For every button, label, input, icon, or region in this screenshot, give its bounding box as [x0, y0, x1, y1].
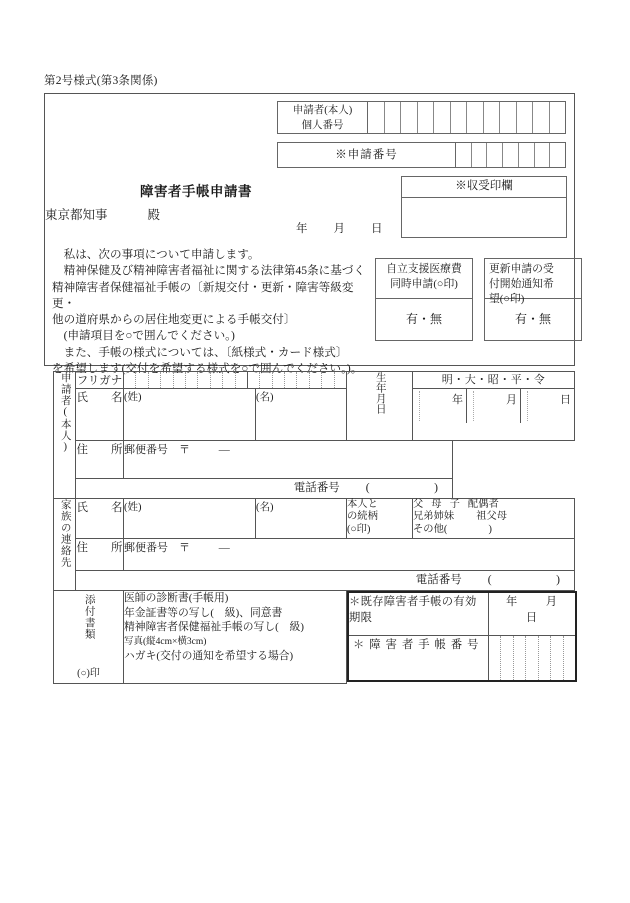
- medical-subsidy-option-box: [375, 258, 473, 341]
- body-line-4: 他の道府県からの居住地変更による手帳交付〕: [52, 313, 296, 327]
- my-number-label-line1: 申請者(本人): [292, 105, 353, 116]
- my-number-cell-2[interactable]: [385, 102, 402, 133]
- book-number-cell-2[interactable]: [501, 636, 514, 680]
- renewal-notice-choice[interactable]: 有・無: [514, 312, 551, 326]
- relationship-label-line3: (○印): [347, 523, 371, 535]
- my-number-cell-10[interactable]: [517, 102, 534, 133]
- applicant-tel-parens: ( ): [365, 482, 452, 494]
- application-number-cell-1[interactable]: [456, 143, 472, 167]
- my-number-cell-11[interactable]: [533, 102, 550, 133]
- expiry-year-label: 年: [505, 596, 518, 608]
- relation-sibling[interactable]: 兄弟姉妹: [413, 511, 455, 523]
- my-number-cell-5[interactable]: [434, 102, 451, 133]
- furigana-cell-2[interactable]: [136, 372, 148, 388]
- attachments-list[interactable]: [124, 591, 347, 684]
- birthdate-label: [347, 372, 413, 441]
- postal-code-label: 郵便番号 〒: [124, 444, 190, 456]
- addressee-name: 東京都知事: [45, 208, 108, 222]
- furigana-cell-17[interactable]: [322, 372, 334, 388]
- family-postal-dash: —: [218, 542, 230, 554]
- furigana-cell-5[interactable]: [174, 372, 186, 388]
- relation-child[interactable]: 子: [449, 499, 460, 510]
- book-number-cell-3[interactable]: [514, 636, 527, 680]
- body-line-5: (申請項目を○で囲んでください。): [63, 329, 235, 343]
- my-number-label-line2: 個人番号: [301, 120, 344, 131]
- application-number-cell-7[interactable]: [550, 143, 565, 167]
- family-address-label: 住 所: [76, 539, 124, 571]
- book-number-cell-1[interactable]: [489, 636, 502, 680]
- birth-year-field[interactable]: 年: [413, 389, 467, 423]
- my-number-cell-7[interactable]: [467, 102, 484, 133]
- table-row-family-address: [54, 539, 575, 571]
- relationship-options[interactable]: [413, 499, 575, 539]
- date-year-label: 年: [296, 223, 308, 235]
- attachment-item-3[interactable]: 精神障害者保健福祉手帳の写し( 級): [124, 621, 304, 634]
- family-surname-marker: (姓): [124, 502, 142, 513]
- furigana-cell-4[interactable]: [161, 372, 173, 388]
- relation-other-prefix: その他(: [413, 523, 448, 535]
- existing-book-expiry-label: ＊既存障害者手帳の有効期限: [348, 592, 488, 635]
- furigana-cell-14[interactable]: [285, 372, 297, 388]
- attachments-mark: (○)印: [77, 667, 100, 679]
- my-number-cell-3[interactable]: [401, 102, 418, 133]
- expiry-row: [348, 592, 576, 635]
- family-address-field[interactable]: [124, 539, 575, 571]
- disability-book-number-label: ＊障害者手帳番号: [348, 635, 488, 681]
- my-number-label: [278, 102, 368, 133]
- my-number-cell-12[interactable]: [550, 102, 566, 133]
- receipt-stamp-label: ※収受印欄: [402, 177, 566, 198]
- family-name-label: 氏 名: [76, 499, 124, 539]
- my-number-cell-4[interactable]: [418, 102, 435, 133]
- application-number-cell-4[interactable]: [503, 143, 519, 167]
- postal-code-dash: —: [218, 444, 230, 456]
- renewal-notice-label-line3: 望(○印): [489, 293, 525, 305]
- relationship-options-row2[interactable]: [413, 511, 574, 523]
- body-line-2: 精神保健及び精神障害者福祉に関する法律第45条に基づく: [63, 264, 366, 278]
- relationship-options-row1[interactable]: [413, 499, 574, 511]
- expiry-day-label: 日: [525, 612, 538, 624]
- relation-other-suffix: ): [488, 523, 492, 535]
- book-number-cell-5[interactable]: [539, 636, 552, 680]
- applicant-tel-field[interactable]: [76, 479, 453, 499]
- application-date-line[interactable]: [296, 220, 383, 236]
- attachment-item-4[interactable]: 写真(縦4cm×横3cm): [124, 636, 207, 647]
- furigana-label: フリガナ: [76, 372, 124, 389]
- family-tel-parens: ( ): [487, 574, 574, 586]
- my-number-block: [277, 101, 566, 134]
- application-number-input-cells[interactable]: [456, 143, 565, 167]
- furigana-cell-12[interactable]: [260, 372, 272, 388]
- family-givenname-marker: (名): [256, 502, 274, 513]
- attachments-label-text: 添付書類: [83, 594, 95, 640]
- table-row-attachments: [54, 591, 575, 684]
- medical-subsidy-label-line2: 同時申請(○印): [390, 278, 458, 290]
- furigana-cell-18[interactable]: [335, 372, 346, 388]
- body-line-1: 私は、次の事項について申請します。: [63, 248, 260, 261]
- table-row-family-tel: [54, 571, 575, 591]
- relation-spouse[interactable]: 配偶者: [467, 499, 499, 510]
- relation-other-input[interactable]: [447, 524, 488, 535]
- furigana-cell-10[interactable]: [236, 372, 248, 388]
- addressee: [45, 205, 160, 223]
- relationship-label: [347, 499, 413, 539]
- furigana-cell-9[interactable]: [223, 372, 235, 388]
- booknumber-row: [348, 635, 576, 681]
- furigana-cell-8[interactable]: [211, 372, 223, 388]
- body-line-3: 精神障害者保健福祉手帳の〔新規交付・更新・障害等級変更・: [52, 280, 354, 310]
- family-surname-field[interactable]: [124, 499, 256, 539]
- applicant-details-table: [53, 371, 575, 684]
- renewal-notice-label-line2: 付開始通知希: [489, 278, 554, 290]
- medical-subsidy-label: [376, 259, 472, 299]
- renewal-notice-label-line1: 更新申請の受: [489, 263, 554, 275]
- page-title: 障害者手帳申請書: [140, 184, 252, 199]
- applicant-section-label: [54, 372, 76, 499]
- my-number-cell-9[interactable]: [500, 102, 517, 133]
- furigana-cell-3[interactable]: [149, 372, 161, 388]
- book-number-cell-6[interactable]: [551, 636, 564, 680]
- book-number-cell-7[interactable]: [564, 636, 576, 680]
- form-code: 第2号様式(第3条関係): [44, 75, 158, 87]
- attachment-item-5[interactable]: ハガキ(交付の通知を希望する場合): [124, 650, 294, 663]
- my-number-cell-8[interactable]: [484, 102, 501, 133]
- expiry-month-label: 月: [545, 596, 558, 608]
- applicant-givenname-field[interactable]: [256, 389, 347, 441]
- table-row-family-name: [54, 499, 575, 539]
- furigana-cell-13[interactable]: [273, 372, 285, 388]
- birth-month-field[interactable]: 月: [467, 389, 521, 423]
- renewal-notice-option-box: [484, 258, 582, 341]
- my-number-input-cells[interactable]: [368, 102, 565, 133]
- application-number-cell-2[interactable]: [472, 143, 488, 167]
- furigana-cell-16[interactable]: [310, 372, 322, 388]
- date-day-label: 日: [371, 223, 383, 235]
- family-givenname-field[interactable]: [256, 499, 347, 539]
- birthdate-ymd-fields[interactable]: [413, 389, 575, 441]
- attachments-label: [54, 591, 124, 684]
- body-line-7: を希望します(交付を希望する様式を○で囲んでください。)。: [52, 362, 363, 376]
- table-row-name: [54, 389, 575, 441]
- relationship-label-line2: の続柄: [347, 511, 378, 523]
- furigana-cell-7[interactable]: [198, 372, 210, 388]
- my-number-cell-6[interactable]: [451, 102, 468, 133]
- era-options[interactable]: 明・大・昭・平・令: [413, 372, 575, 389]
- application-number-cell-5[interactable]: [519, 143, 535, 167]
- disability-book-number-cells[interactable]: [488, 635, 576, 681]
- relation-mother[interactable]: 母: [431, 499, 442, 510]
- applicant-section-label-text: 申請者(本人): [59, 372, 71, 454]
- official-use-block: [347, 591, 575, 684]
- application-number-label: ※申請番号: [278, 143, 456, 167]
- relation-father[interactable]: 父: [413, 499, 424, 510]
- family-section-label-text: 家族の連絡先: [59, 499, 71, 568]
- birthdate-label-text: 生年月日: [374, 372, 386, 414]
- book-number-cell-4[interactable]: [526, 636, 539, 680]
- table-row-furigana: [54, 372, 575, 389]
- family-tel-label: 電話番号: [415, 574, 462, 586]
- relationship-label-line1: 本人と: [347, 499, 378, 510]
- applicant-surname-field[interactable]: [124, 389, 256, 441]
- family-tel-field[interactable]: [76, 571, 575, 591]
- relation-grandparent[interactable]: 祖父母: [476, 511, 508, 523]
- surname-marker: (姓): [124, 392, 142, 403]
- medical-subsidy-choice[interactable]: 有・無: [405, 312, 442, 326]
- givenname-marker: (名): [256, 392, 274, 403]
- furigana-cell-1[interactable]: [124, 372, 136, 388]
- body-paragraph: [52, 247, 370, 377]
- family-section-label: [54, 499, 76, 591]
- furigana-input[interactable]: [124, 372, 347, 389]
- renewal-notice-label: [485, 259, 581, 305]
- birth-day-field[interactable]: 日: [521, 389, 574, 423]
- relationship-options-row3[interactable]: [413, 524, 574, 536]
- body-line-6: また、手帳の様式については、〔紙様式・カード様式〕: [63, 345, 348, 359]
- applicant-tel-label: 電話番号: [293, 482, 340, 494]
- application-number-block: [277, 142, 566, 168]
- receipt-stamp-box: [401, 176, 567, 238]
- application-number-cell-6[interactable]: [535, 143, 551, 167]
- table-row-applicant-tel: [54, 479, 575, 499]
- medical-subsidy-label-line1: 自立支援医療費: [386, 263, 462, 275]
- applicant-address-label: 住 所: [76, 441, 124, 479]
- my-number-cell-1[interactable]: [368, 102, 385, 133]
- attachment-item-2[interactable]: 年金証書等の写し( 級)、同意書: [124, 606, 283, 619]
- application-number-cell-3[interactable]: [487, 143, 503, 167]
- applicant-name-label: 氏 名: [76, 389, 124, 441]
- furigana-cell-6[interactable]: [186, 372, 198, 388]
- attachment-item-1[interactable]: 医師の診断書(手帳用): [124, 592, 229, 604]
- addressee-honorific: 殿: [147, 208, 161, 222]
- existing-book-expiry-fields[interactable]: [488, 592, 576, 635]
- date-month-label: 月: [333, 223, 345, 235]
- furigana-cell-15[interactable]: [297, 372, 309, 388]
- table-row-address: [54, 441, 575, 479]
- applicant-address-field[interactable]: [124, 441, 453, 479]
- family-postal-label: 郵便番号 〒: [124, 542, 190, 554]
- furigana-cell-11[interactable]: [248, 372, 260, 388]
